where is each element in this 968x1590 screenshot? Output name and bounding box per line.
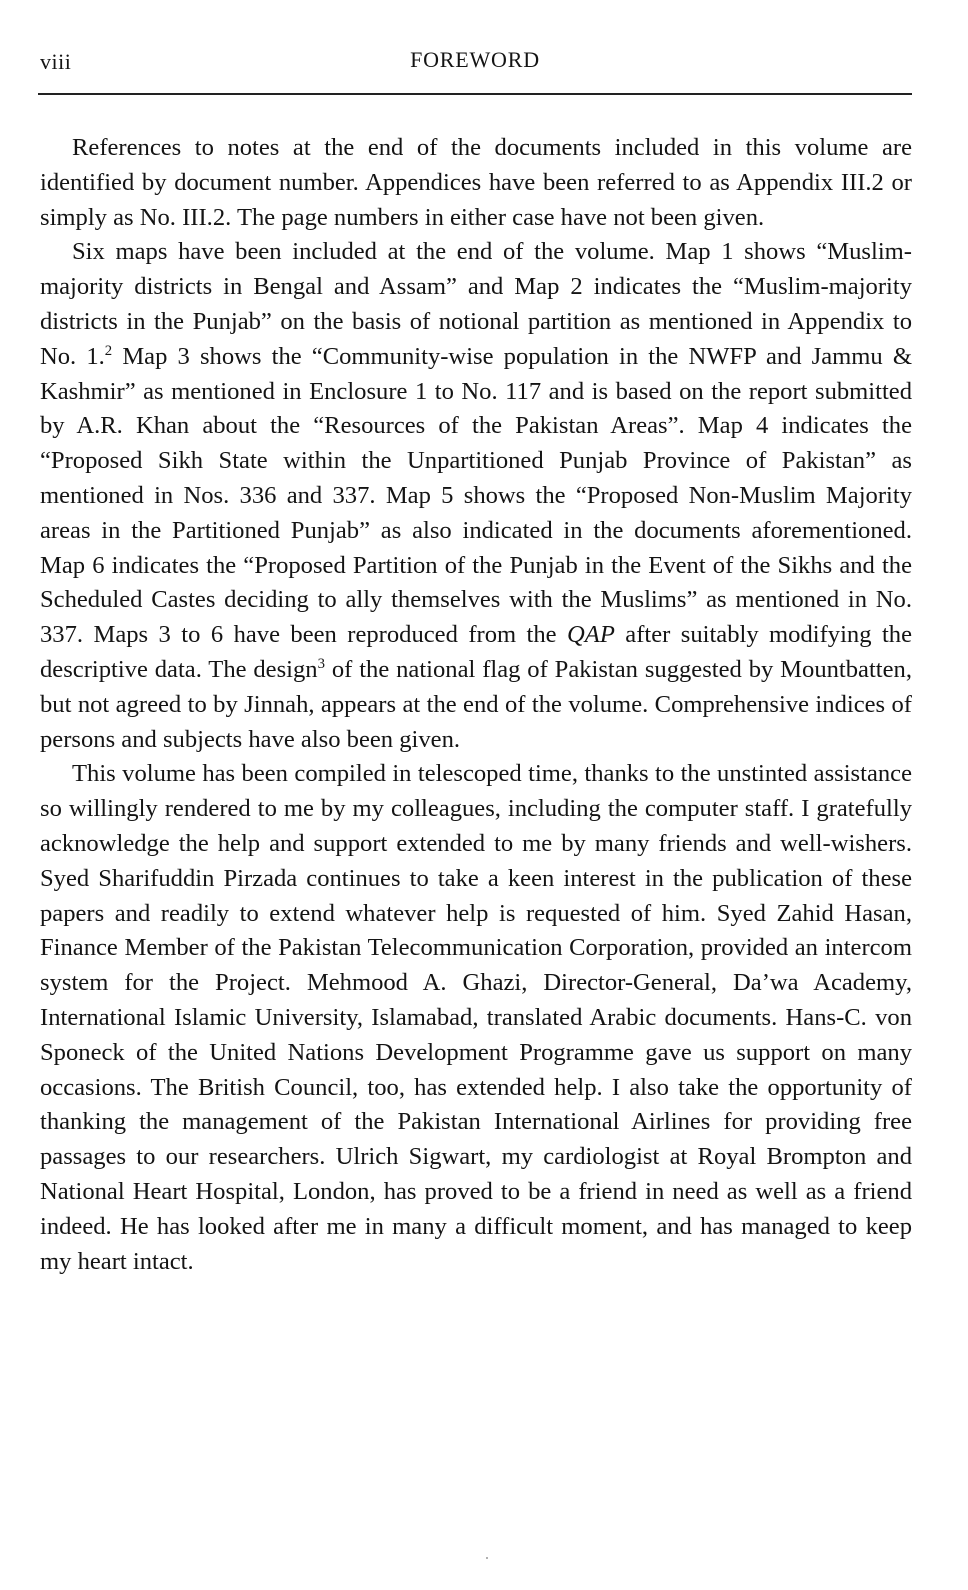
running-head: FOREWORD [410,47,540,72]
page-number: viii [40,49,72,74]
paragraph-text: References to notes at the end of the documents included in this volume are identified by document number. Appendices have been referred to as Appendix III.2 or simply as No. III.2. The page numbers in either case have not been given. [40,134,912,231]
page-header [38,47,912,77]
paragraph-text: after suitably modifying the descriptive data. The design [40,621,912,683]
paragraph-text: Map 3 shows the “Community-wise population in the NWFP and Jammu & Kashmir” as mentioned in Enclosure 1 to No. 117 and is based on the report submitted by A.R. Khan about the “Resources of the Pakistan Areas”. Map 4 indicates the “Proposed Sikh State within the Unpartitioned Punjab Province of Pakistan” as mentioned in Nos. 336 and 337. Map 5 shows the “Proposed Non-Muslim Majority areas in the Partitioned Punjab” as also indicated in the documents aforementioned. Map 6 indicates the “Proposed Partition of the Punjab in the Event of the Sikhs and the Scheduled Castes deciding to ally themselves with the Muslims” as mentioned in No. 337. Maps 3 to 6 have been reproduced from the [40,342,912,649]
print-speck [486,1557,488,1559]
footnote-reference[interactable]: 2 [104,342,113,359]
paragraph-acknowledgements [40,757,912,1279]
header-rule [38,93,912,95]
paragraph-text: of the national flag of Pakistan suggested by Mountbatten, but not agreed to by Jinnah, appears at the end of the volume. Comprehensive indices of persons and subjects have also been given. [40,655,912,753]
paragraph-text: This volume has been compiled in telescoped time, thanks to the unstinted assistance so willingly rendered to me by my colleagues, including the computer staff. I gratefully acknowledge the help and support extended to me by many friends and well-wishers. Syed Sharifuddin Pirzada continues to take a keen interest in the publication of these papers and readily to extend whatever help is requested of him. Syed Zahid Hasan, Finance Member of the Pakistan Telecommunication Corporation, provided an intercom system for the Project. Mehmood A. Ghazi, Director-General, Da’wa Academy, International Islamic University, Islamabad, translated Arabic documents. Hans-C. von Sponeck of the United Nations Development Programme gave us support on many occasions. The British Council, too, has extended help. I also take the opportunity of thanking the management of the Pakistan International Airlines for providing free passages to our researchers. Ulrich Sigwart, my cardiologist at Royal Brompton and National Heart Hospital, London, has proved to be a friend in need as well as a friend indeed. He has looked after me in many a difficult moment, and has managed to keep my heart intact. [40,760,912,1275]
paragraph-notes [40,131,912,235]
paragraph-text: Six maps have been included at the end of the volume. Map 1 shows “Muslim-majority districts in Bengal and Assam” and Map 2 indicates the “Muslim-majority districts in the Punjab” on the basis of notional partition as mentioned in Appendix to No. 1. [40,238,912,370]
footnote-reference[interactable]: 3 [317,655,325,672]
body-text [40,131,912,1279]
italic-abbreviation: QAP [567,621,615,649]
paragraph-maps [40,235,912,757]
